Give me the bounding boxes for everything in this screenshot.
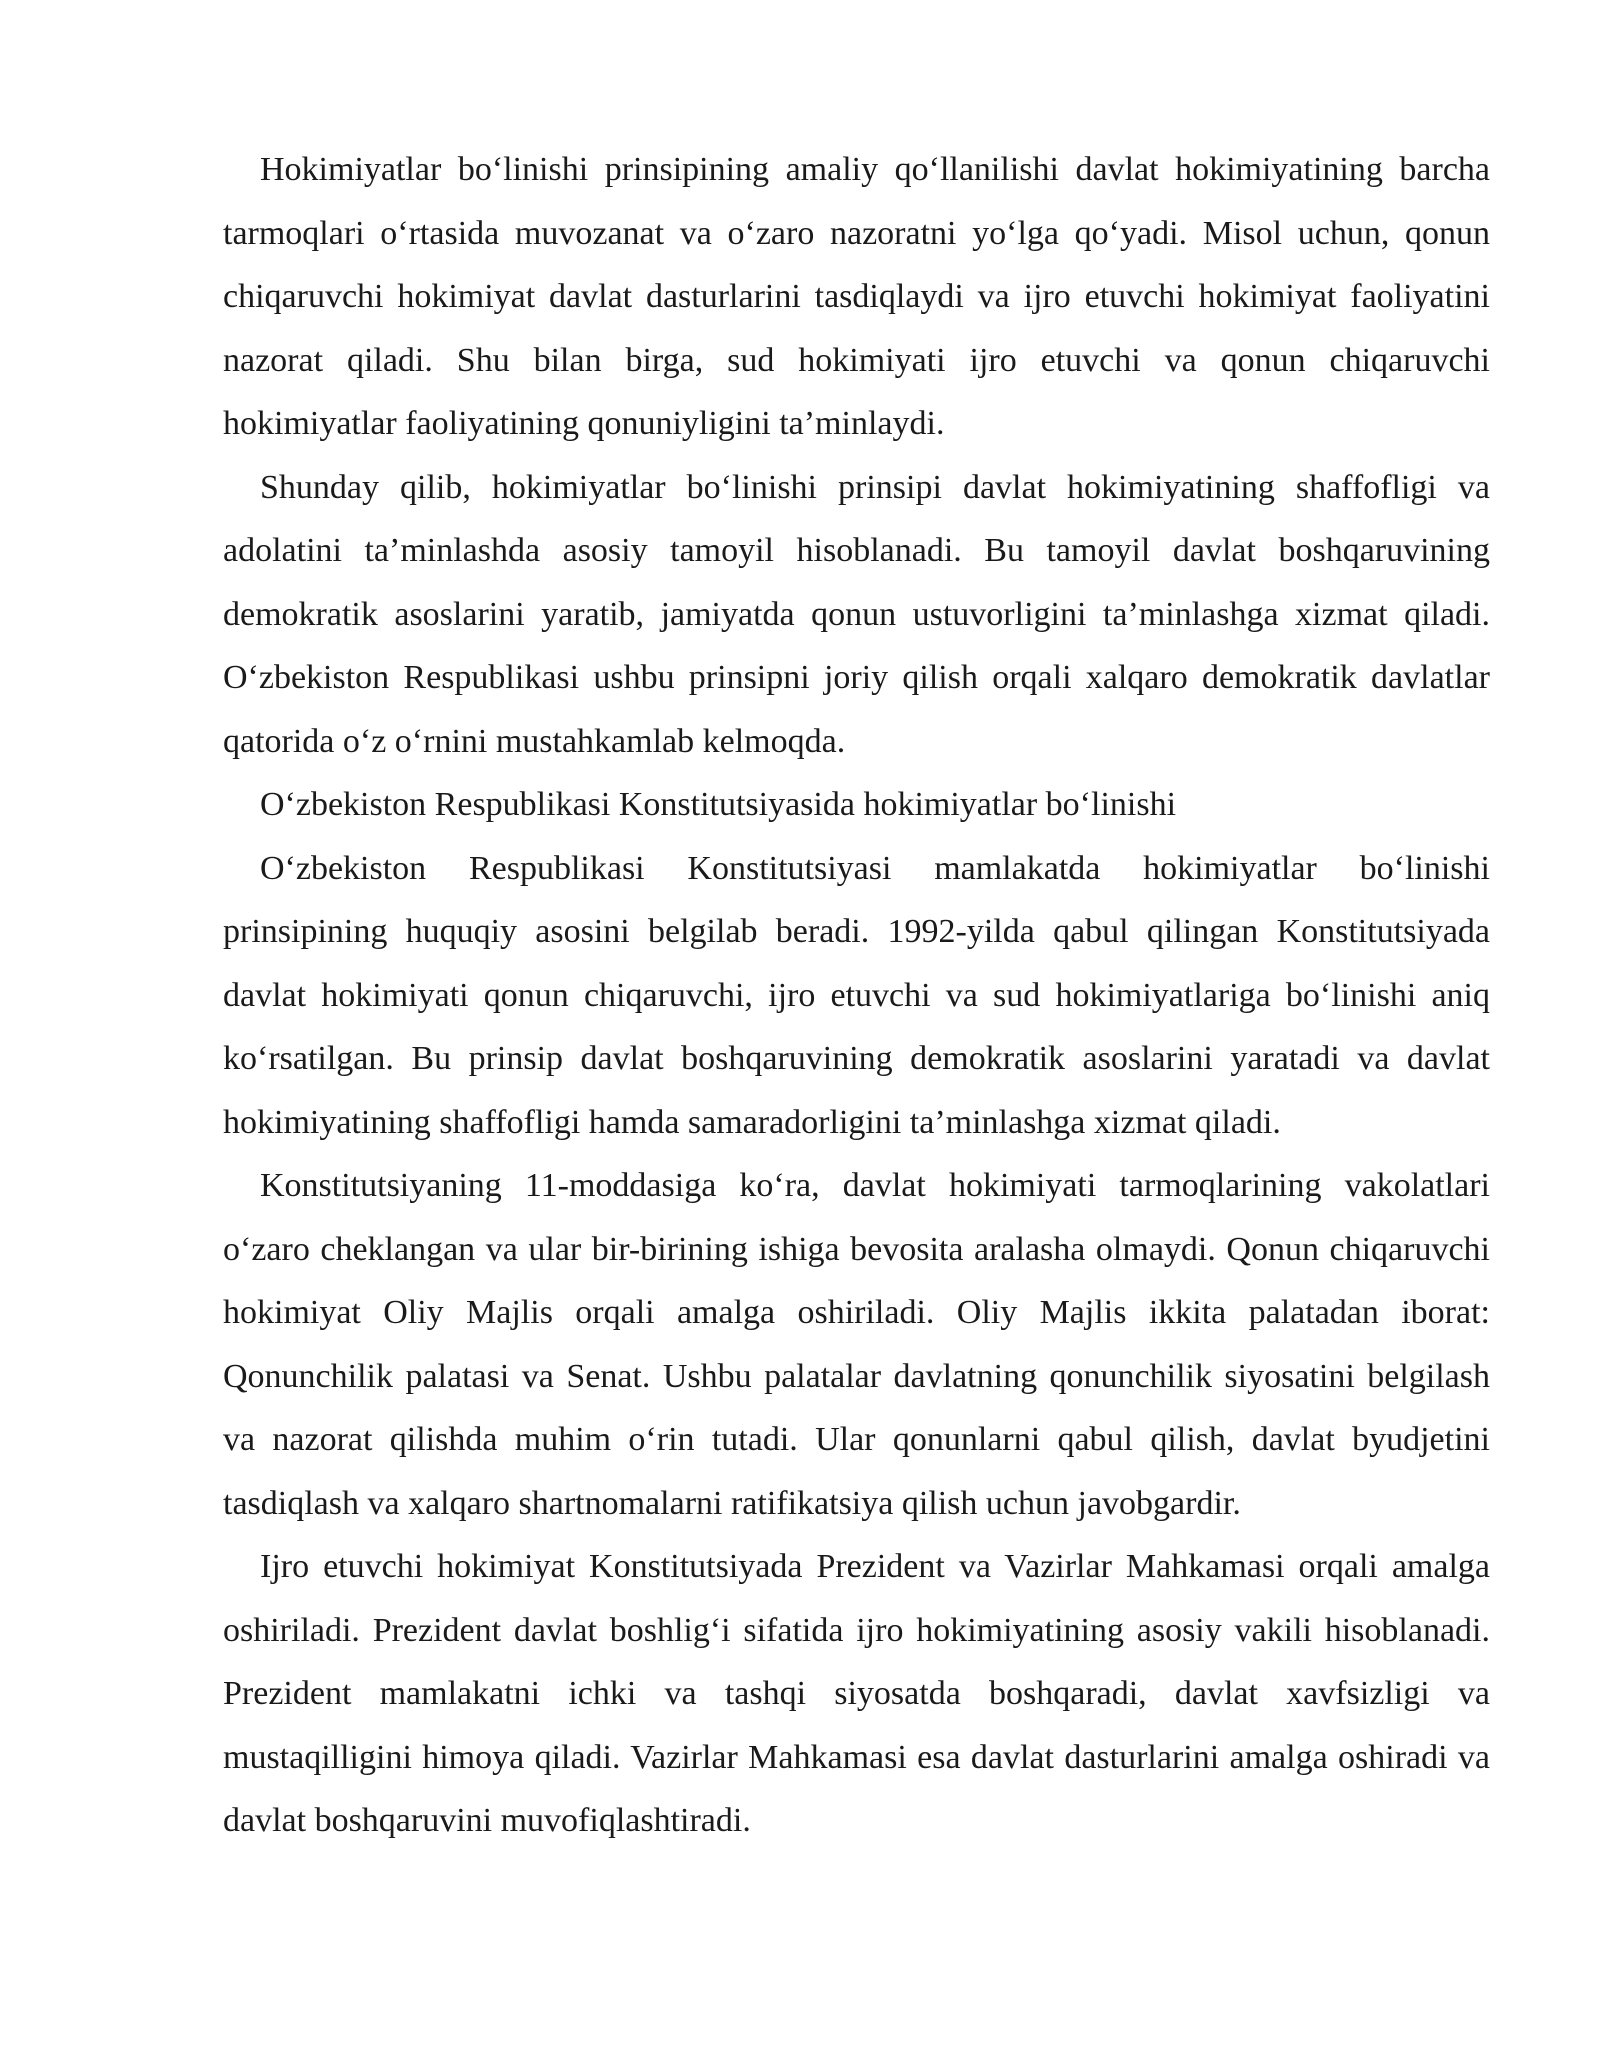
- paragraph-constitution-basis: Oʻzbekiston Respublikasi Konstitutsiyasi mamlakatda hokimiyatlar boʻlinishi prinsipining huquqiy asosini belgilab beradi. 1992-yilda qabul qilingan Konstitutsiyada davlat hokimiyati qonun chiqaruvchi, ijro etuvchi va sud hokimiyatlariga boʻlinishi aniq koʻrsatilgan. Bu prinsip davlat boshqaruvining demokratik asoslarini yaratadi va davlat hokimiyatining shaffofligi hamda samaradorligini ta’minlashga xizmat qiladi.: [223, 849, 1490, 1141]
- paragraph-conclusion: Shunday qilib, hokimiyatlar boʻlinishi prinsipi davlat hokimiyatining shaffofligi va adolatini ta’minlashda asosiy tamoyil hisoblanadi. Bu tamoyil davlat boshqaruvining demokratik asoslarini yaratib, jamiyatda qonun ustuvorligini ta’minlashga xizmat qiladi. Oʻzbekiston Respublikasi ushbu prinsipni joriy qilish orqali xalqaro demokratik davlatlar qatorida oʻz oʻrnini mustahkamlab kelmoqda.: [223, 468, 1490, 760]
- paragraph-checks-and-balances: Hokimiyatlar boʻlinishi prinsipining amaliy qoʻllanilishi davlat hokimiyatining barcha tarmoqlari oʻrtasida muvozanat va oʻzaro nazoratni yoʻlga qoʻyadi. Misol uchun, qonun chiqaruvchi hokimiyat davlat dasturlarini tasdiqlaydi va ijro etuvchi hokimiyat faoliyatini nazorat qiladi. Shu bilan birga, sud hokimiyati ijro etuvchi va qonun chiqaruvchi hokimiyatlar faoliyatining qonuniyligini ta’minlaydi.: [223, 151, 1490, 442]
- paragraph-executive-power: Ijro etuvchi hokimiyat Konstitutsiyada Prezident va Vazirlar Mahkamasi orqali amalga oshiriladi. Prezident davlat boshligʻi sifatida ijro hokimiyatining asosiy vakili hisoblanadi. Prezident mamlakatni ichki va tashqi siyosatda boshqaradi, davlat xavfsizligi va mustaqilligini himoya qiladi. Vazirlar Mahkamasi esa davlat dasturlarini amalga oshiradi va davlat boshqaruvini muvofiqlashtiradi.: [223, 1548, 1490, 1839]
- document-page: [223, 138, 1490, 1853]
- paragraph-article-11: Konstitutsiyaning 11-moddasiga koʻra, davlat hokimiyati tarmoqlarining vakolatlari oʻzaro cheklangan va ular bir-birining ishiga bevosita aralasha olmaydi. Qonun chiqaruvchi hokimiyat Oliy Majlis orqali amalga oshiriladi. Oliy Majlis ikkita palatadan iborat: Qonunchilik palatasi va Senat. Ushbu palatalar davlatning qonunchilik siyosatini belgilash va nazorat qilishda muhim oʻrin tutadi. Ular qonunlarni qabul qilish, davlat byudjetini tasdiqlash va xalqaro shartnomalarni ratifikatsiya qilish uchun javobgardir.: [223, 1167, 1490, 1522]
- section-heading: Oʻzbekiston Respublikasi Konstitutsiyasida hokimiyatlar boʻlinishi: [260, 786, 1177, 823]
